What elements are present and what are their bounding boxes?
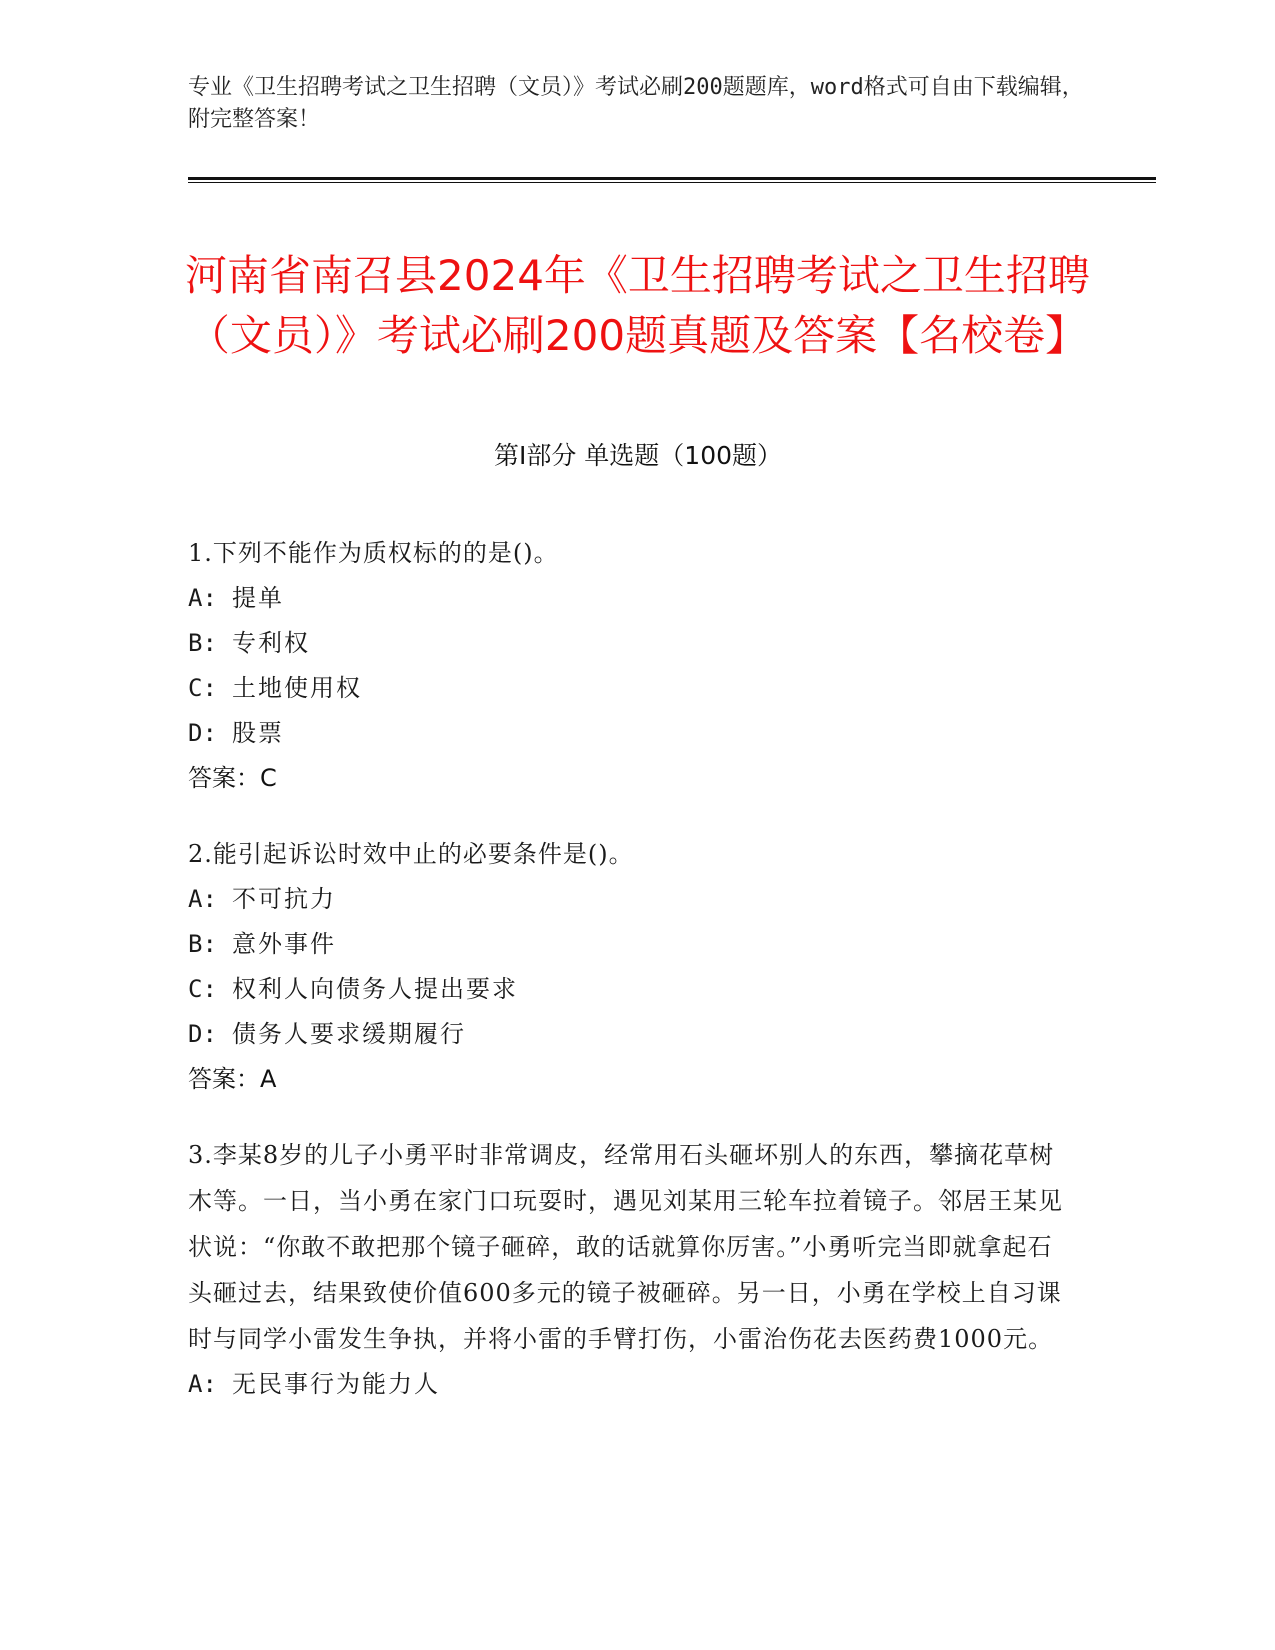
option-d (188, 1012, 1068, 1057)
option-text: 意外事件 (232, 930, 336, 958)
option-key: D: (188, 719, 217, 747)
document-title: 河南省南召县2024年《卫生招聘考试之卫生招聘（文员）》考试必刷200题真题及答案【名校卷】 (185, 251, 1090, 361)
header-divider-thick (188, 177, 1156, 180)
option-key: A: (188, 584, 217, 612)
option-b (188, 621, 1068, 666)
section-title: 第Ⅰ部分 单选题（100题） (493, 441, 783, 470)
option-b (188, 922, 1068, 967)
option-key: A: (188, 1370, 217, 1398)
header-note: 专业《卫生招聘考试之卫生招聘（文员）》考试必刷200题题库，word格式可自由下载编辑，附完整答案！ (188, 75, 1084, 132)
option-c (188, 967, 1068, 1012)
option-c (188, 666, 1068, 711)
option-text: 不可抗力 (232, 885, 336, 913)
question-text: 3.李某8岁的儿子小勇平时非常调皮，经常用石头砸坏别人的东西，攀摘花草树木等。一日，当小勇在家门口玩耍时，遇见刘某用三轮车拉着镜子。邻居王某见状说：“你敢不敢把那个镜子砸碎，敢的话就算你厉害。”小勇听完当即就拿起石头砸过去，结果致使价值600多元的镜子被砸碎。另一日，小勇在学校上自习课时与同学小雷发生争执，并将小雷的手臂打伤，小雷治伤花去医药费1000元。 (188, 1141, 1063, 1353)
option-key: B: (188, 930, 217, 958)
question-text: 1.下列不能作为质权标的的是()。 (188, 539, 559, 567)
question-1 (188, 530, 1068, 801)
option-d (188, 711, 1068, 756)
question-list (188, 530, 1068, 1437)
option-text: 土地使用权 (232, 674, 362, 702)
answer-line: 答案：A (188, 1065, 277, 1093)
option-key: B: (188, 629, 217, 657)
option-text: 权利人向债务人提出要求 (232, 975, 518, 1003)
question-3 (188, 1132, 1068, 1407)
option-text: 专利权 (232, 629, 310, 657)
option-a (188, 576, 1068, 621)
option-a (188, 877, 1068, 922)
option-key: C: (188, 674, 217, 702)
question-2 (188, 831, 1068, 1102)
option-key: A: (188, 885, 217, 913)
answer-line: 答案：C (188, 764, 277, 792)
option-text: 股票 (232, 719, 284, 747)
header-divider-thin (188, 182, 1156, 183)
option-key: C: (188, 975, 217, 1003)
option-key: D: (188, 1020, 217, 1048)
option-text: 无民事行为能力人 (232, 1370, 440, 1398)
option-text: 提单 (232, 584, 284, 612)
option-text: 债务人要求缓期履行 (232, 1020, 466, 1048)
option-a (188, 1362, 1068, 1407)
question-text: 2.能引起诉讼时效中止的必要条件是()。 (188, 840, 634, 868)
